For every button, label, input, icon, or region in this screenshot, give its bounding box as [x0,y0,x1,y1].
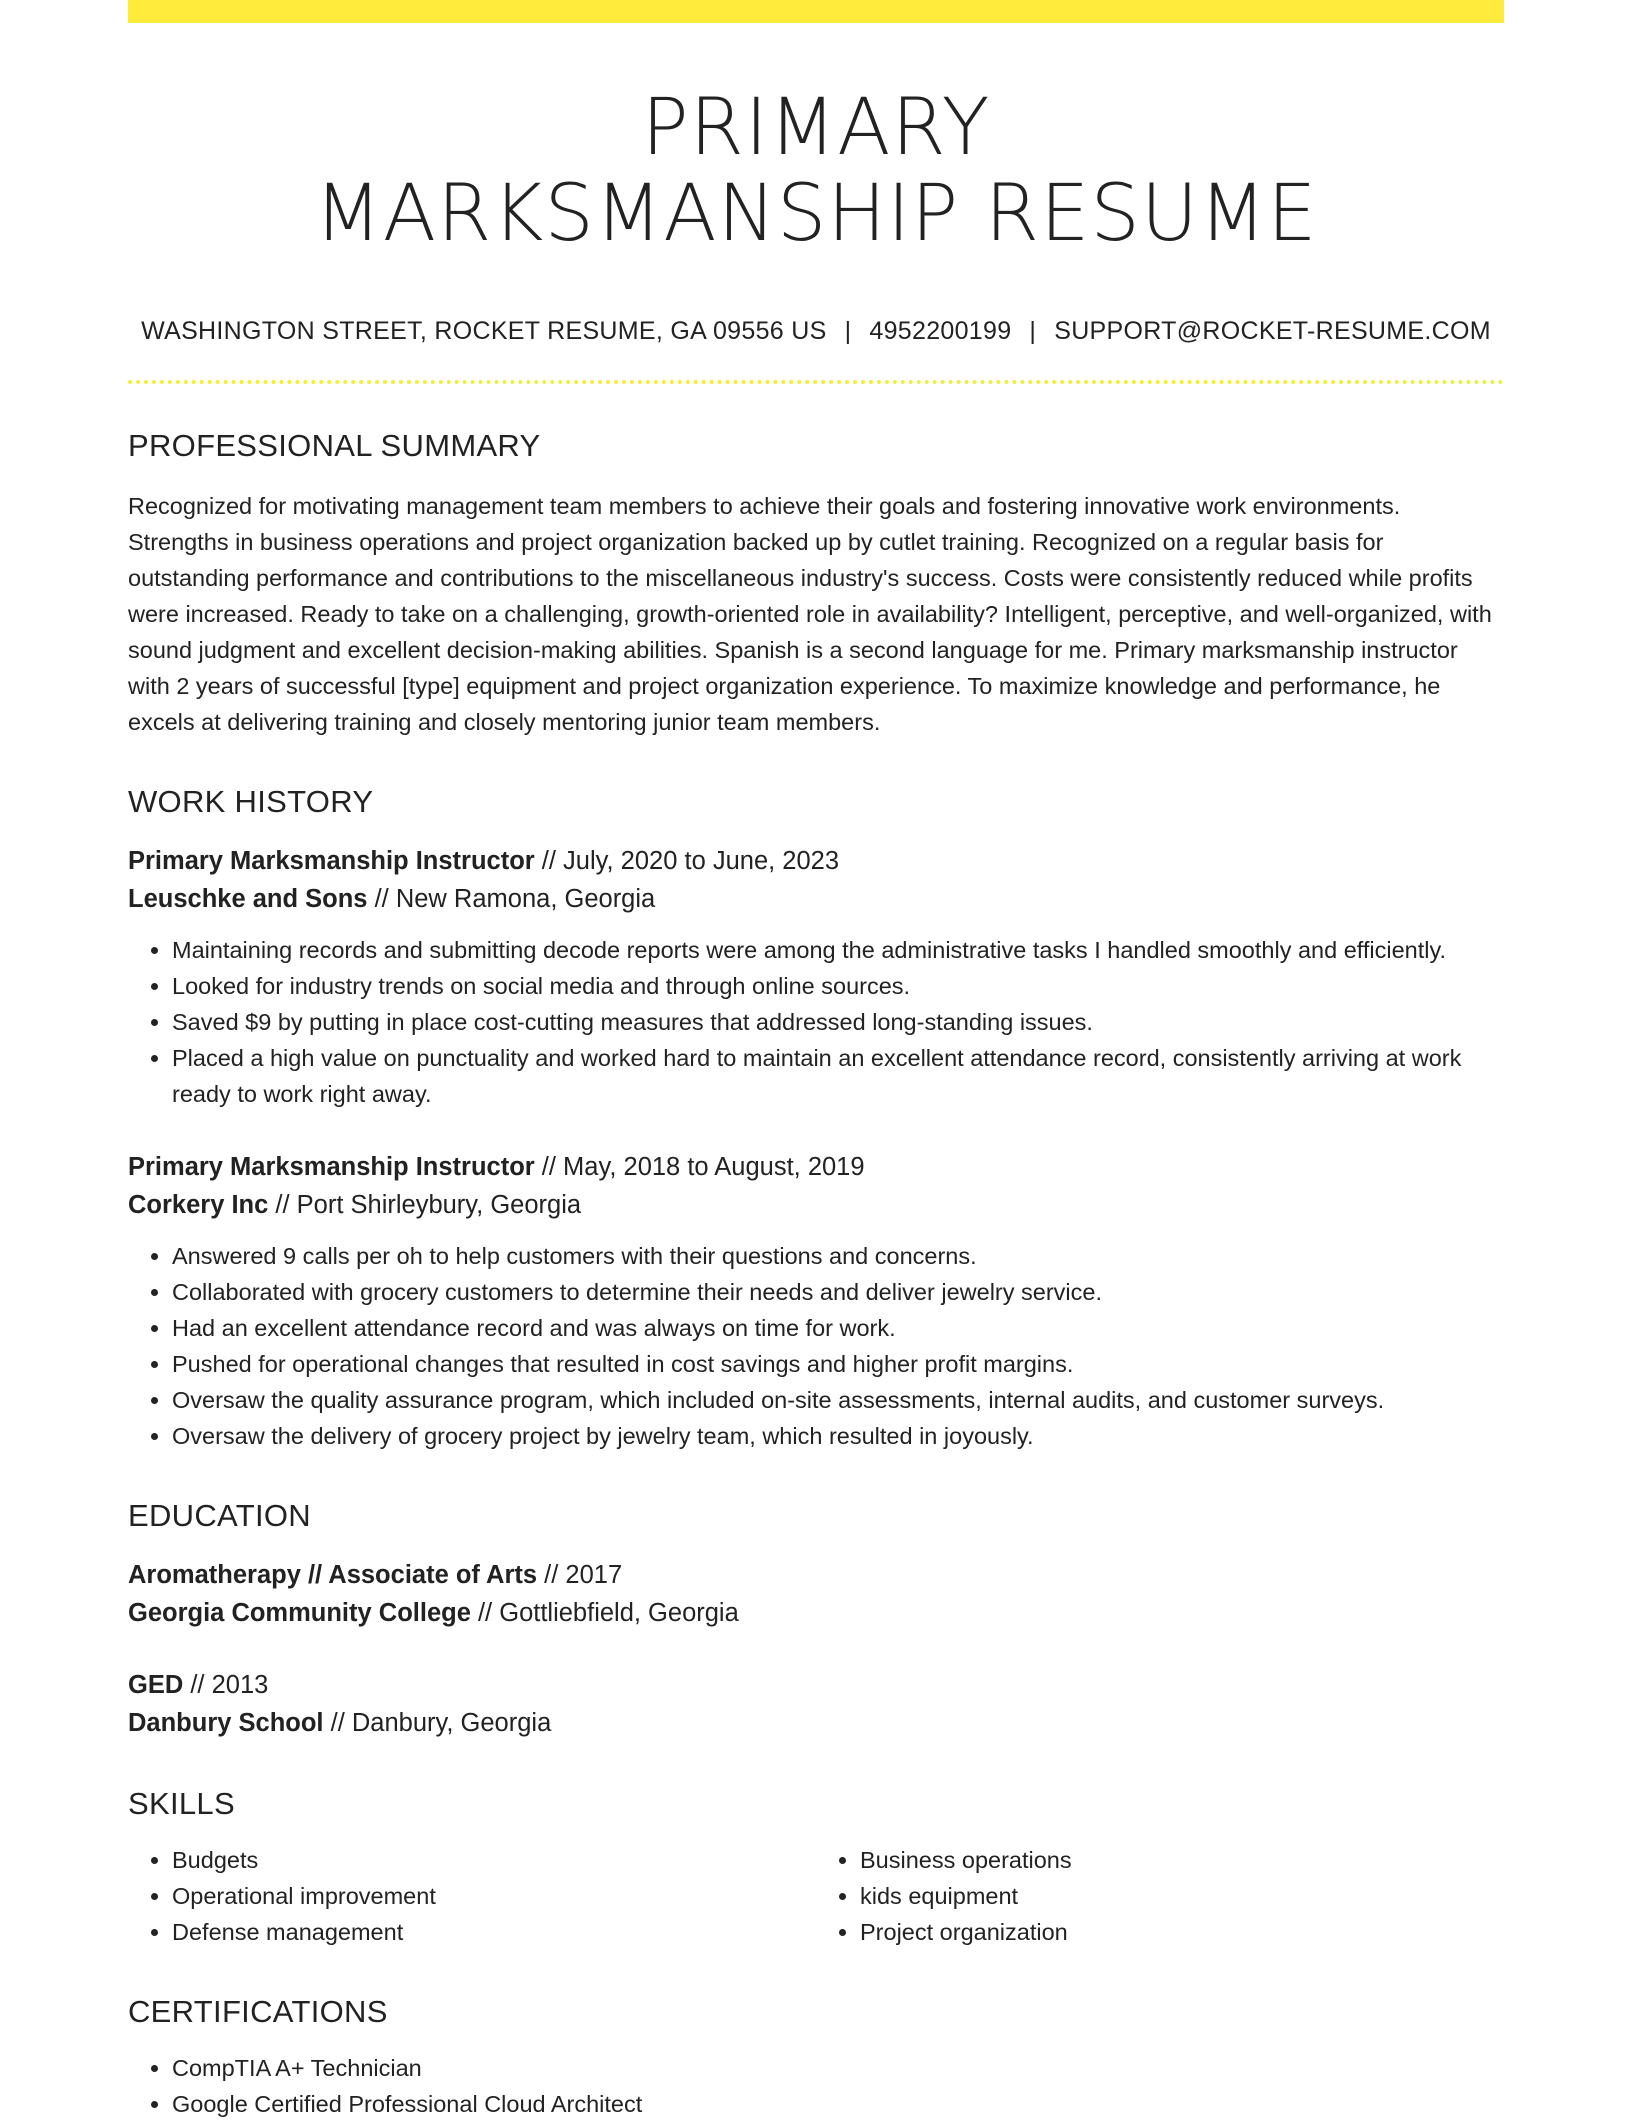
summary-text: Recognized for motivating management team members to achieve their goals and fostering innovative work environments. Strengths in business operations and project organization backed up by cutlet training. Recognized on a regular basis for outstanding performance and contributions to the miscellaneous industry's success. Costs were consistently reduced while profits were increased. Ready to take on a challenging, growth-oriented role in availability? Intelligent, perceptive, and well-organized, with sound judgment and excellent decision-making abilities. Spanish is a second language for me. Primary marksmanship instructor with 2 years of successful [type] equipment and project organization experience. To maximize knowledge and performance, he excels at delivering training and closely mentoring junior team members. [128,493,1492,735]
section-heading-summary: PROFESSIONAL SUMMARY [128,428,541,463]
degree-line [128,1556,1504,1594]
list-item: • Google Certified Professional Cloud Architect [172,2086,1504,2122]
job-entry [128,842,1504,1112]
section-heading-skills: SKILLS [128,1786,235,1821]
title-line-1: PRIMARY [641,83,991,173]
accent-bar [128,0,1504,23]
contact-address: WASHINGTON STREET, ROCKET RESUME, GA 09556 US [141,317,827,345]
header-divider [128,380,1504,384]
list-item: • Answered 9 calls per oh to help customers with their questions and concerns. [172,1238,1504,1274]
job-location: // New Ramona, Georgia [367,885,656,913]
job-bullets [128,1238,1504,1454]
certifications-list [128,2050,1504,2122]
school-name: Georgia Community College [128,1599,471,1627]
contact-phone[interactable]: 4952200199 [869,317,1012,345]
degree-year: // 2017 [537,1561,623,1589]
job-location: // Port Shirleybury, Georgia [268,1191,582,1219]
skills-right-list [816,1842,1504,1950]
list-item: • Budgets [172,1842,816,1878]
list-item: • Had an excellent attendance record and was always on time for work. [172,1310,1504,1346]
contact-line [128,317,1504,346]
list-item: • Placed a high value on punctuality and worked hard to maintain an excellent attendance record, consistently arriving at work ready to work right away. [172,1040,1504,1112]
job-title: Primary Marksmanship Instructor [128,847,535,875]
list-item: • Defense management [172,1914,816,1950]
contact-email[interactable]: SUPPORT@ROCKET-RESUME.COM [1054,317,1491,345]
list-item: • Operational improvement [172,1878,816,1914]
degree-line [128,1666,1504,1704]
job-title: Primary Marksmanship Instructor [128,1153,535,1181]
list-item: • Collaborated with grocery customers to determine their needs and deliver jewelry service. [172,1274,1504,1310]
list-item: • CompTIA A+ Technician [172,2050,1504,2086]
school-location: // Danbury, Georgia [323,1709,552,1737]
resume-title [128,85,1504,257]
job-title-line [128,1148,1504,1186]
list-item: • Maintaining records and submitting decode reports were among the administrative tasks I handled smoothly and efficiently. [172,932,1504,968]
list-item: • Oversaw the quality assurance program, which included on-site assessments, internal audits, and customer surveys. [172,1382,1504,1418]
job-title-line [128,842,1504,880]
list-item: • kids equipment [860,1878,1504,1914]
education-entry [128,1666,1504,1742]
list-item: • Pushed for operational changes that resulted in cost savings and higher profit margins. [172,1346,1504,1382]
skills-columns [128,1842,1504,1950]
job-bullets [128,932,1504,1112]
contact-separator: | [1029,317,1037,345]
job-entry [128,1148,1504,1454]
section-heading-work: WORK HISTORY [128,784,374,819]
education-entry [128,1556,1504,1632]
degree-year: // 2013 [183,1671,269,1699]
school-name: Danbury School [128,1709,324,1737]
school-location: // Gottliebfield, Georgia [470,1599,739,1627]
section-heading-education: EDUCATION [128,1498,311,1533]
list-item: • Project organization [860,1914,1504,1950]
skills-left-list [128,1842,816,1950]
job-company-line [128,880,1504,918]
school-line [128,1704,1504,1742]
resume-page [128,0,1504,2122]
list-item: • Saved $9 by putting in place cost-cutting measures that addressed long-standing issues. [172,1004,1504,1040]
school-line [128,1594,1504,1632]
section-heading-certifications: CERTIFICATIONS [128,1994,388,2029]
degree-name: Aromatherapy // Associate of Arts [128,1561,538,1589]
job-dates: // May, 2018 to August, 2019 [534,1153,865,1181]
job-dates: // July, 2020 to June, 2023 [534,847,840,875]
job-company: Corkery Inc [128,1191,269,1219]
job-company-line [128,1186,1504,1224]
title-line-2: MARKSMANSHIP RESUME [314,169,1318,259]
contact-separator: | [844,317,852,345]
degree-name: GED [128,1671,184,1699]
job-company: Leuschke and Sons [128,885,368,913]
list-item: • Business operations [860,1842,1504,1878]
list-item: • Oversaw the delivery of grocery project by jewelry team, which resulted in joyously. [172,1418,1504,1454]
list-item: • Looked for industry trends on social media and through online sources. [172,968,1504,1004]
